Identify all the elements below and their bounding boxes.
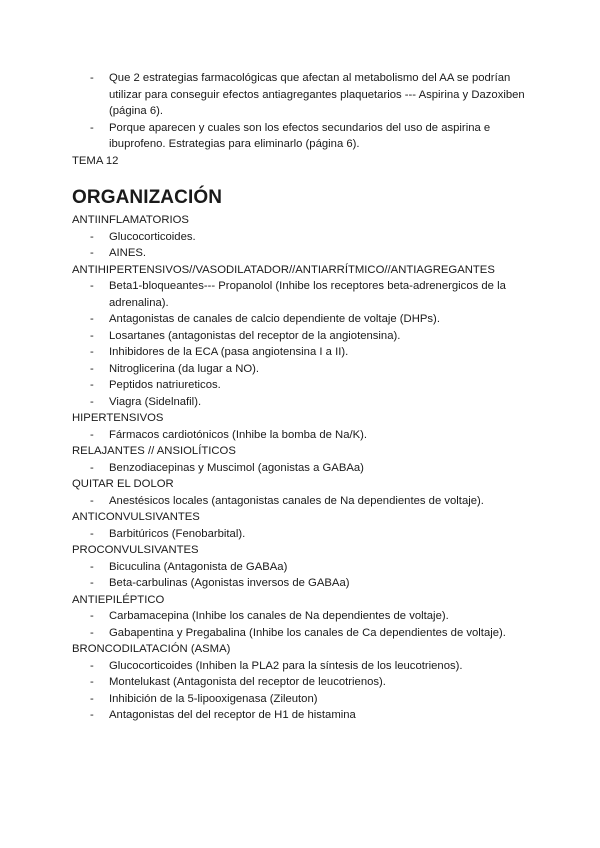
section-heading: BRONCODILATACIÓN (ASMA) [72,643,231,655]
item-text: Losartanes (antagonistas del receptor de la angiotensina). [109,329,401,342]
section-heading: RELAJANTES // ANSIOLÍTICOS [72,445,236,457]
list-item: - Anestésicos locales (antagonistas canales de Na dependientes de voltaje). [90,494,484,507]
item-text: Gabapentina y Pregabalina (Inhibe los canales de Ca dependientes de voltaje). [109,626,506,639]
section-antihipertensivos [72,262,532,411]
list-item: - Fármacos cardiotónicos (Inhibe la bomba de Na/K). [90,428,368,441]
item-text: Beta-carbulinas (Agonistas inversos de GABAa) [109,577,350,589]
item-text: Bicuculina (Antagonista de GABAa) [109,560,288,573]
item-text: Porque aparecen y cuales son los efectos secundarios del uso de aspirina e ibuprofeno. Estrategias para eliminarlo (página 6). [109,121,491,150]
item-text: Glucocorticoides. [109,230,196,243]
list-item: - Benzodiacepinas y Muscimol (agonistas a GABAa) [90,461,364,474]
list-item: - Antagonistas del del receptor de H1 de histamina [90,709,356,721]
section-antiinflamatorios [72,212,532,262]
document-content [72,70,532,724]
list-item: - Gabapentina y Pregabalina (Inhibe los canales de Ca dependientes de voltaje). [90,626,506,639]
list-item: - Losartanes (antagonistas del receptor de la angiotensina). [90,329,401,342]
section-heading: HIPERTENSIVOS [72,412,164,424]
list-item: - Inhibidores de la ECA (pasa angiotensina I a II). [90,346,349,358]
item-text: Beta1-bloqueantes--- Propanolol (Inhibe los receptores beta-adrenergicos de la adrenalina). [109,280,506,309]
item-text: Antagonistas de canales de calcio dependiente de voltaje (DHPs). [109,313,440,325]
section-antiepileptico [72,592,532,642]
list-item: - AINES. [90,247,147,259]
section-heading: ANTIINFLAMATORIOS [72,214,189,226]
section-heading: ANTICONVULSIVANTES [72,511,200,523]
list-item: - Peptidos natriureticos. [90,379,221,391]
item-text: Glucocorticoides (Inhiben la PLA2 para la síntesis de los leucotrienos). [109,659,463,672]
section-heading: QUITAR EL DOLOR [72,478,174,490]
top-question-list [72,70,532,153]
section-heading: PROCONVULSIVANTES [72,544,199,556]
list-item: - Bicuculina (Antagonista de GABAa) [90,560,288,573]
item-text: Antagonistas del del receptor de H1 de histamina [109,709,356,721]
page-title: ORGANIZACIÓN [72,187,223,208]
item-text: Montelukast (Antagonista del receptor de leucotrienos). [109,676,386,688]
list-item: - Carbamacepina (Inhibe los canales de Na dependientes de voltaje). [90,610,449,622]
item-text: Viagra (Sidelnafil). [109,395,202,408]
list-item: - Que 2 estrategias farmacológicas que afectan al metabolismo del AA se podrían utilizar para conseguir efectos antiagregantes plaquetarios --- Aspirina y Dazoxiben (página 6). [90,72,525,117]
list-item: - Nitroglicerina (da lugar a NO). [90,362,260,375]
section-proconvulsivantes [72,542,532,592]
list-item: - Beta-carbulinas (Agonistas inversos de GABAa) [90,577,350,589]
list-item: - Glucocorticoides (Inhiben la PLA2 para la síntesis de los leucotrienos). [90,659,463,672]
section-heading: ANTIHIPERTENSIVOS//VASODILATADOR//ANTIARRÍTMICO//ANTIAGREGANTES [72,263,495,276]
list-item: - Beta1-bloqueantes--- Propanolol (Inhibe los receptores beta-adrenergicos de la adrenalina). [90,280,506,309]
section-quitar-el-dolor [72,476,532,509]
item-text: Inhibidores de la ECA (pasa angiotensina I a II). [109,346,349,358]
section-hipertensivos [72,410,532,443]
item-text: Que 2 estrategias farmacológicas que afectan al metabolismo del AA se podrían utilizar para conseguir efectos antiagregantes plaquetarios --- Aspirina y Dazoxiben (página 6). [109,72,525,117]
section-relajantes [72,443,532,476]
item-text: AINES. [109,247,147,259]
item-text: Nitroglicerina (da lugar a NO). [109,362,260,375]
item-text: Anestésicos locales (antagonistas canales de Na dependientes de voltaje). [109,494,484,507]
tema-label: TEMA 12 [72,154,119,167]
item-text: Carbamacepina (Inhibe los canales de Na dependientes de voltaje). [109,610,449,622]
section-heading: ANTIEPILÉPTICO [72,593,165,606]
list-item: - Porque aparecen y cuales son los efectos secundarios del uso de aspirina e ibuprofeno. Estrategias para eliminarlo (página 6). [90,121,491,150]
item-text: Inhibición de la 5-lipooxigenasa (Zileuton) [109,692,318,705]
section-broncodilatacion [72,641,532,724]
list-item: - Inhibición de la 5-lipooxigenasa (Zileuton) [90,692,318,705]
list-item: - Barbitúricos (Fenobarbital). [90,527,246,540]
item-text: Barbitúricos (Fenobarbital). [109,527,246,540]
section-anticonvulsivantes [72,509,532,542]
list-item: - Viagra (Sidelnafil). [90,395,202,408]
list-item: - Montelukast (Antagonista del receptor de leucotrienos). [90,676,386,688]
item-text: Benzodiacepinas y Muscimol (agonistas a GABAa) [109,461,364,474]
list-item: - Glucocorticoides. [90,230,196,243]
list-item: - Antagonistas de canales de calcio dependiente de voltaje (DHPs). [90,313,440,325]
item-text: Peptidos natriureticos. [109,379,221,391]
item-text: Fármacos cardiotónicos (Inhibe la bomba de Na/K). [109,428,368,441]
